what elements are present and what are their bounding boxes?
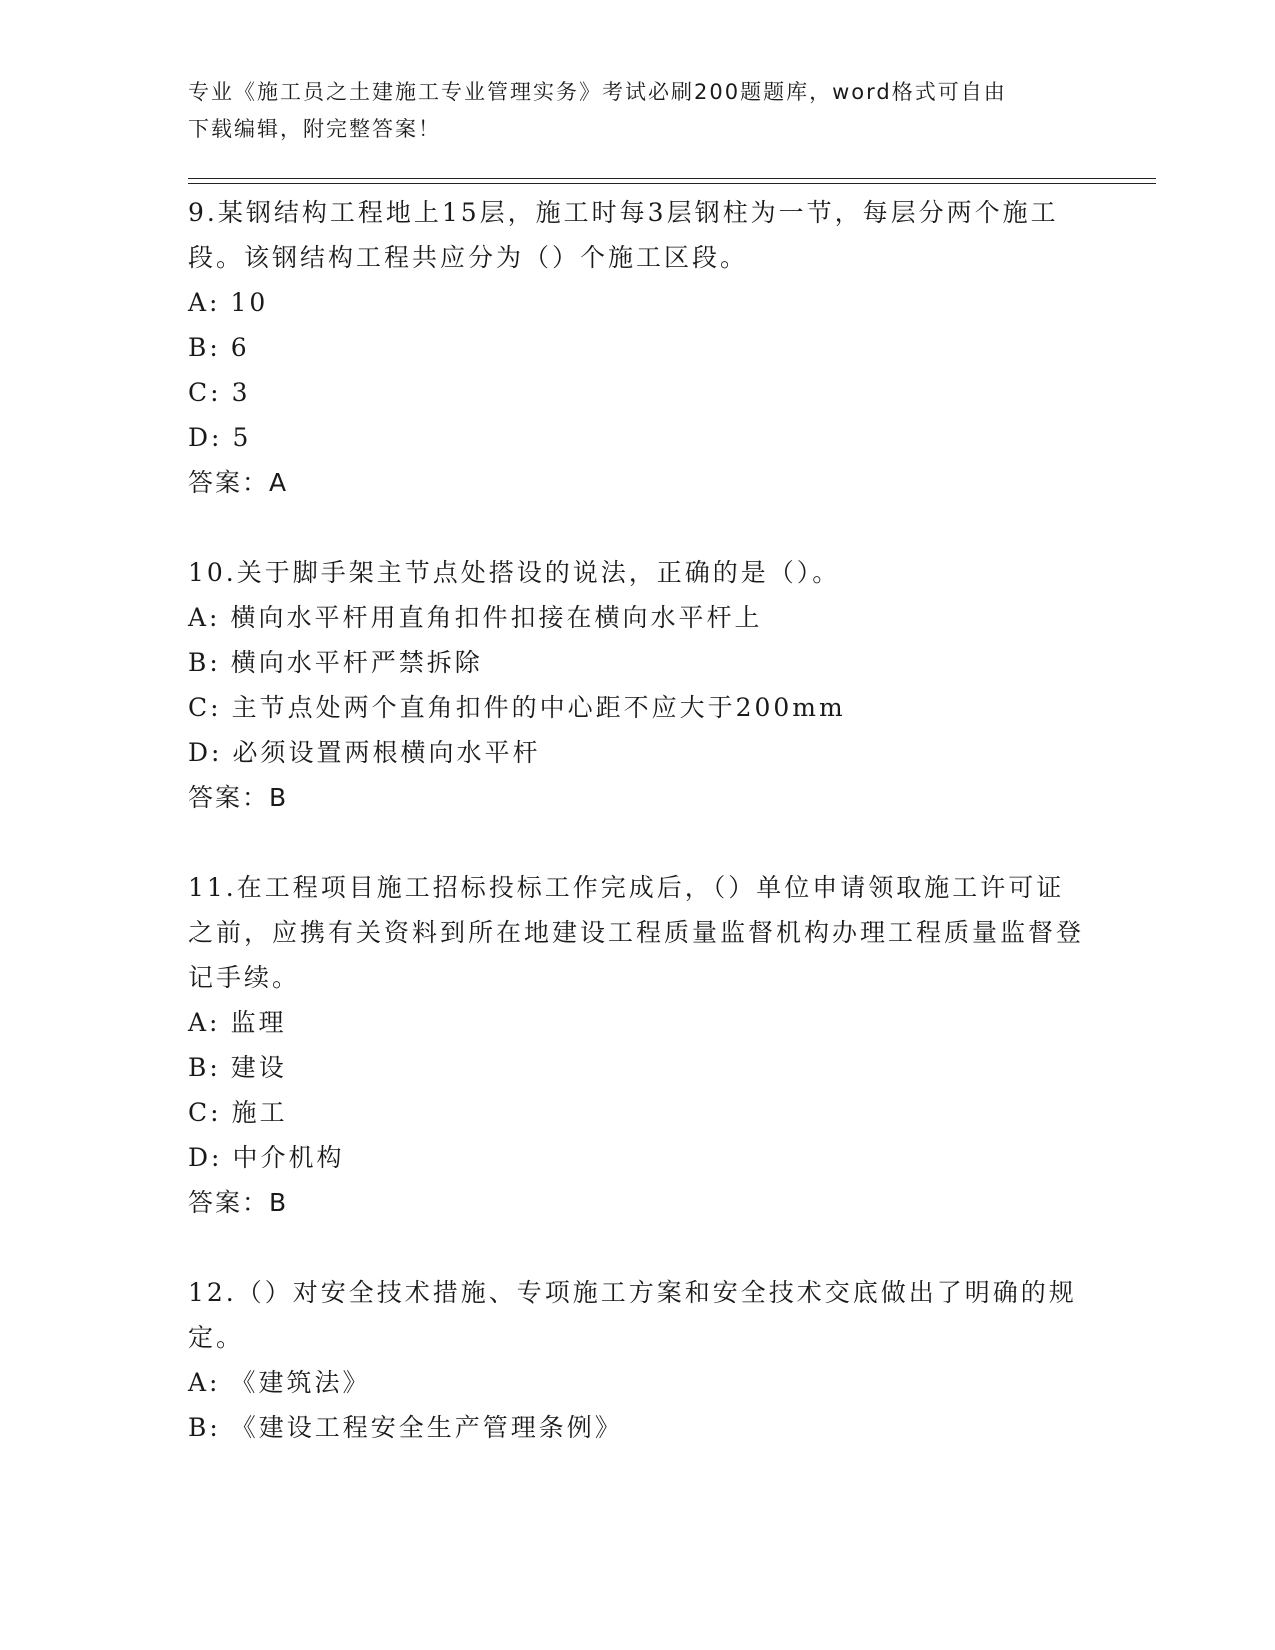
option-a (188, 1000, 1088, 1045)
option-letter: B: (188, 1413, 221, 1442)
document-header (188, 74, 1068, 148)
option-value: 横向水平杆用直角扣件扣接在横向水平杆上 (230, 603, 763, 632)
option-b (188, 640, 1088, 685)
option-letter: A: (188, 1368, 221, 1397)
answer-line: 答案：B (188, 1188, 289, 1217)
answer-line: 答案：B (188, 783, 289, 812)
question-list (188, 190, 1088, 1450)
option-value: 3 (231, 378, 251, 407)
header-title-line-2: 下载编辑，附完整答案！ (188, 117, 441, 141)
option-value: 《建筑法》 (230, 1368, 371, 1397)
question-10 (188, 550, 1088, 820)
option-c (188, 370, 1088, 415)
option-value: 《建设工程安全生产管理条例》 (230, 1413, 623, 1442)
option-value: 监理 (230, 1008, 287, 1037)
answer-line: 答案：A (188, 468, 289, 497)
spacer (188, 1225, 1088, 1270)
option-value: 5 (232, 423, 252, 452)
option-letter: B: (188, 1053, 221, 1082)
option-letter: D: (188, 738, 223, 767)
question-text: 10.关于脚手架主节点处搭设的说法，正确的是（）。 (188, 558, 841, 587)
option-letter: A: (188, 288, 221, 317)
question-9 (188, 190, 1088, 505)
option-d (188, 415, 1088, 460)
spacer (188, 505, 1088, 550)
option-value: 施工 (231, 1098, 288, 1127)
spacer (188, 820, 1088, 865)
header-title-line-1: 专业《施工员之土建施工专业管理实务》考试必刷200题题库，word格式可自由 (188, 80, 1007, 104)
option-b (188, 1405, 1088, 1450)
option-value: 必须设置两根横向水平杆 (232, 738, 541, 767)
question-11 (188, 865, 1088, 1225)
option-b (188, 1045, 1088, 1090)
option-letter: C: (188, 693, 222, 722)
option-value: 主节点处两个直角扣件的中心距不应大于200mm (231, 693, 846, 722)
option-letter: D: (188, 1143, 223, 1172)
option-value: 10 (230, 288, 269, 317)
option-a (188, 1360, 1088, 1405)
option-a (188, 280, 1088, 325)
option-d (188, 730, 1088, 775)
option-value: 建设 (230, 1053, 287, 1082)
option-value: 横向水平杆严禁拆除 (230, 648, 483, 677)
option-letter: B: (188, 648, 221, 677)
option-letter: B: (188, 333, 221, 362)
option-a (188, 595, 1088, 640)
header-divider-bottom (188, 183, 1156, 184)
option-value: 中介机构 (232, 1143, 345, 1172)
question-text: 11.在工程项目施工招标投标工作完成后，（）单位申请领取施工许可证之前，应携有关资料到所在地建设工程质量监督机构办理工程质量监督登记手续。 (188, 873, 1085, 992)
option-b (188, 325, 1088, 370)
question-text: 12.（）对安全技术措施、专项施工方案和安全技术交底做出了明确的规定。 (188, 1278, 1077, 1352)
option-letter: A: (188, 603, 221, 632)
option-c (188, 685, 1088, 730)
option-letter: D: (188, 423, 223, 452)
option-c (188, 1090, 1088, 1135)
header-divider-top (188, 178, 1156, 179)
question-12 (188, 1270, 1088, 1450)
option-letter: C: (188, 378, 222, 407)
option-d (188, 1135, 1088, 1180)
question-text: 9.某钢结构工程地上15层，施工时每3层钢柱为一节，每层分两个施工段。该钢结构工程共应分为（）个施工区段。 (188, 198, 1059, 272)
option-value: 6 (230, 333, 250, 362)
option-letter: A: (188, 1008, 221, 1037)
option-letter: C: (188, 1098, 222, 1127)
